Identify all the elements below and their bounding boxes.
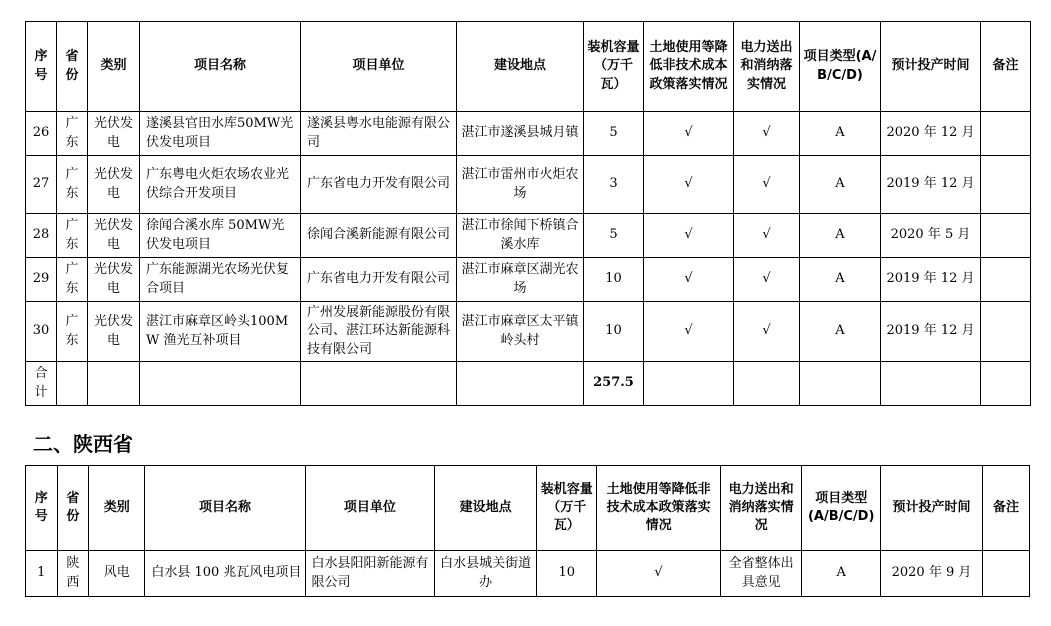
table-row (26, 156, 1031, 214)
header-capacity: 装机容量（万千瓦） (537, 466, 597, 551)
header-project-name: 项目名称 (145, 466, 305, 551)
table-row (26, 551, 1030, 597)
header-power-delivery: 电力送出和消纳落实情况 (734, 22, 800, 112)
cell-project-unit: 广东省电力开发有限公司 (301, 258, 457, 302)
cell-project-type: A (800, 112, 881, 156)
cell-project-name: 遂溪县官田水库50MW光伏发电项目 (140, 112, 301, 156)
cell-category: 光伏发电 (88, 302, 140, 362)
header-land-policy: 土地使用等降低非技术成本政策落实情况 (644, 22, 734, 112)
cell-land-policy: √ (597, 551, 720, 597)
cell-project-unit: 白水县阳阳新能源有限公司 (305, 551, 435, 597)
cell-expected-date: 2020 年 5 月 (881, 214, 981, 258)
cell-power-delivery: √ (734, 112, 800, 156)
cell-location: 湛江市徐闻下桥镇合溪水库 (457, 214, 584, 258)
cell-project-name: 徐闻合溪水库 50MW光伏发电项目 (140, 214, 301, 258)
cell-project-name: 湛江市麻章区岭头100MW 渔光互补项目 (140, 302, 301, 362)
cell-no: 26 (26, 112, 57, 156)
header-location: 建设地点 (457, 22, 584, 112)
table-header-row (26, 466, 1030, 551)
cell-project-unit: 遂溪县粤水电能源有限公司 (301, 112, 457, 156)
cell-project-unit: 徐闻合溪新能源有限公司 (301, 214, 457, 258)
cell-expected-date: 2019 年 12 月 (881, 156, 981, 214)
cell-project-unit: 广东省电力开发有限公司 (301, 156, 457, 214)
header-note: 备注 (981, 22, 1031, 112)
cell-no: 1 (26, 551, 58, 597)
header-category: 类别 (88, 22, 140, 112)
header-note: 备注 (983, 466, 1030, 551)
shaanxi-projects-table (25, 465, 1030, 597)
cell-project-type: A (800, 302, 881, 362)
cell-category: 光伏发电 (88, 112, 140, 156)
cell-power-delivery: √ (734, 214, 800, 258)
cell-capacity: 5 (584, 112, 644, 156)
cell-province: 陕西 (57, 551, 89, 597)
cell-project-name: 白水县 100 兆瓦风电项目 (145, 551, 305, 597)
cell-province: 广东 (57, 112, 88, 156)
cell-capacity: 10 (584, 258, 644, 302)
cell-project-type: A (800, 258, 881, 302)
cell-no: 28 (26, 214, 57, 258)
cell-location: 白水县城关街道办 (435, 551, 537, 597)
cell-province: 广东 (57, 258, 88, 302)
cell-project-type: A (800, 156, 881, 214)
cell-note (981, 214, 1031, 258)
header-no: 序号 (26, 22, 57, 112)
cell-land-policy: √ (644, 302, 734, 362)
cell-note (983, 551, 1030, 597)
cell-note (981, 302, 1031, 362)
cell-project-type: A (802, 551, 881, 597)
header-province: 省份 (57, 466, 89, 551)
cell-note (981, 258, 1031, 302)
cell-category: 风电 (89, 551, 145, 597)
cell-category: 光伏发电 (88, 156, 140, 214)
cell-location: 湛江市麻章区湖光农场 (457, 258, 584, 302)
header-power-delivery: 电力送出和消纳落实情况 (720, 466, 802, 551)
table-row (26, 214, 1031, 258)
table-row (26, 258, 1031, 302)
total-capacity: 257.5 (584, 362, 644, 406)
cell-location: 湛江市雷州市火炬农场 (457, 156, 584, 214)
cell-note (981, 112, 1031, 156)
cell-expected-date: 2019 年 12 月 (881, 258, 981, 302)
header-project-type: 项目类型(A/B/C/D) (800, 22, 881, 112)
cell-land-policy: √ (644, 156, 734, 214)
header-category: 类别 (89, 466, 145, 551)
header-project-name: 项目名称 (140, 22, 301, 112)
cell-project-type: A (800, 214, 881, 258)
cell-no: 29 (26, 258, 57, 302)
table-row (26, 302, 1031, 362)
cell-land-policy: √ (644, 258, 734, 302)
cell-no: 30 (26, 302, 57, 362)
cell-note (981, 156, 1031, 214)
header-no: 序号 (26, 466, 58, 551)
header-province: 省份 (57, 22, 88, 112)
header-location: 建设地点 (435, 466, 537, 551)
cell-category: 光伏发电 (88, 214, 140, 258)
header-capacity: 装机容量（万千瓦） (584, 22, 644, 112)
cell-capacity: 10 (584, 302, 644, 362)
guangdong-projects-table (25, 21, 1031, 406)
cell-province: 广东 (57, 302, 88, 362)
table-header-row (26, 22, 1031, 112)
total-label: 合计 (26, 362, 57, 406)
cell-expected-date: 2020 年 9 月 (880, 551, 982, 597)
cell-expected-date: 2020 年 12 月 (881, 112, 981, 156)
header-expected-date: 预计投产时间 (881, 22, 981, 112)
cell-expected-date: 2019 年 12 月 (881, 302, 981, 362)
table-row (26, 112, 1031, 156)
cell-capacity: 3 (584, 156, 644, 214)
cell-location: 湛江市麻章区太平镇岭头村 (457, 302, 584, 362)
cell-power-delivery: √ (734, 302, 800, 362)
cell-power-delivery: √ (734, 258, 800, 302)
header-project-unit: 项目单位 (305, 466, 435, 551)
header-expected-date: 预计投产时间 (880, 466, 982, 551)
header-project-unit: 项目单位 (301, 22, 457, 112)
cell-category: 光伏发电 (88, 258, 140, 302)
header-land-policy: 土地使用等降低非技术成本政策落实情况 (597, 466, 720, 551)
cell-project-name: 广东粤电火炬农场农业光伏综合开发项目 (140, 156, 301, 214)
header-project-type: 项目类型(A/B/C/D) (802, 466, 881, 551)
cell-province: 广东 (57, 214, 88, 258)
cell-no: 27 (26, 156, 57, 214)
cell-location: 湛江市遂溪县城月镇 (457, 112, 584, 156)
cell-project-unit: 广州发展新能源股份有限公司、湛江环达新能源科技有限公司 (301, 302, 457, 362)
cell-land-policy: √ (644, 112, 734, 156)
cell-project-name: 广东能源湖光农场光伏复合项目 (140, 258, 301, 302)
section-title-shaanxi: 二、陕西省 (33, 432, 133, 456)
cell-capacity: 5 (584, 214, 644, 258)
cell-power-delivery: √ (734, 156, 800, 214)
cell-capacity: 10 (537, 551, 597, 597)
cell-land-policy: √ (644, 214, 734, 258)
cell-province: 广东 (57, 156, 88, 214)
cell-power-delivery: 全省整体出具意见 (720, 551, 802, 597)
total-row (26, 362, 1031, 406)
